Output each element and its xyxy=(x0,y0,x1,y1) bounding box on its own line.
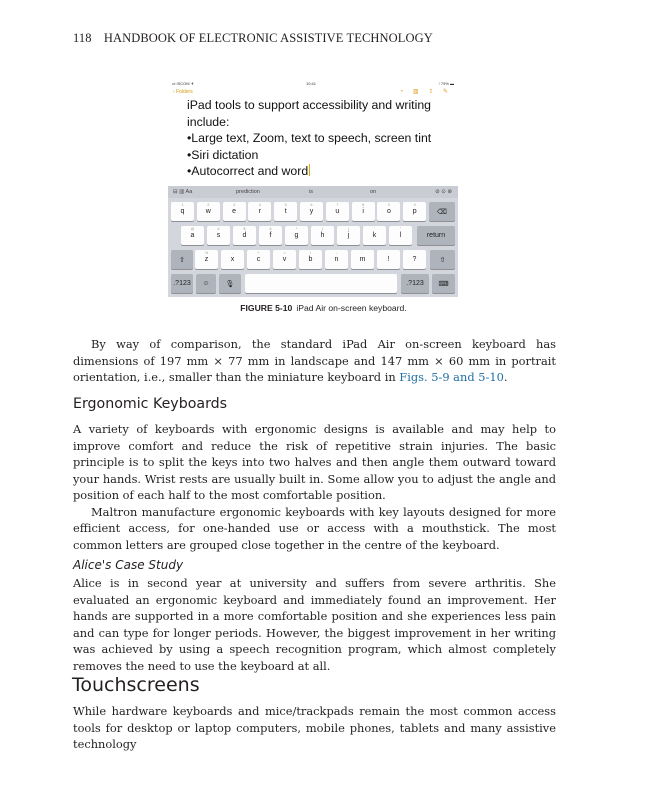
key-label: ⇧ xyxy=(439,256,446,264)
key-![interactable] xyxy=(377,250,400,269)
key-s[interactable] xyxy=(207,226,230,245)
key-f[interactable] xyxy=(259,226,282,245)
key-hint: = xyxy=(283,251,286,255)
key-label: e xyxy=(232,208,237,215)
key-b[interactable] xyxy=(299,250,322,269)
key-row-3 xyxy=(168,250,458,271)
hide-keyboard-key[interactable] xyxy=(432,274,455,293)
key-n[interactable] xyxy=(325,250,348,269)
key-hint: @ xyxy=(190,227,195,231)
prediction-option-3[interactable]: on xyxy=(370,189,377,195)
key-hint: : xyxy=(362,251,363,255)
key-hint: ; xyxy=(336,251,337,255)
key-label: ? xyxy=(412,256,417,263)
heading-ergonomic-keyboards: Ergonomic Keyboards xyxy=(73,396,228,412)
key-label: f xyxy=(269,232,272,239)
key-hint: $ xyxy=(243,227,246,231)
key-hint: 6 xyxy=(310,203,313,207)
onscreen-keyboard xyxy=(168,186,458,297)
key-hint: / xyxy=(310,251,311,255)
key-a[interactable] xyxy=(181,226,204,245)
key-k[interactable] xyxy=(363,226,386,245)
note-item-3: •Autocorrect and word xyxy=(187,164,309,179)
key-label: v xyxy=(282,256,287,263)
key-label: c xyxy=(256,256,261,263)
space-bar[interactable] xyxy=(245,274,397,293)
figure-ipad-screenshot xyxy=(168,79,458,297)
key-hint: 7 xyxy=(336,203,339,207)
key-label: ! xyxy=(387,256,390,263)
key-hint: 3 xyxy=(233,203,236,207)
numbers-key-right[interactable] xyxy=(401,274,429,293)
key-row-1 xyxy=(168,202,458,223)
key-label: z xyxy=(204,256,209,263)
key-e[interactable] xyxy=(223,202,246,221)
key-c[interactable] xyxy=(247,250,270,269)
key-label: j xyxy=(347,232,350,239)
key-hint: , xyxy=(388,251,389,255)
key-hint: - xyxy=(231,251,234,255)
delete-key[interactable] xyxy=(429,202,455,221)
format-icons[interactable]: ⊟ ▥ Aa xyxy=(173,189,193,195)
running-title: HANDBOOK OF ELECTRONIC ASSISTIVE TECHNOLOGY xyxy=(103,31,433,45)
status-carrier: •ıl ISCOM ✈ xyxy=(172,81,195,86)
key-label: ⌫ xyxy=(437,208,447,216)
key-label: return xyxy=(426,232,446,239)
key-x[interactable] xyxy=(221,250,244,269)
key-label: m xyxy=(359,256,366,263)
dictation-key[interactable] xyxy=(219,274,241,293)
key-label: .?123 xyxy=(173,280,191,287)
numbers-key-left[interactable] xyxy=(171,274,193,293)
key-hint: 5 xyxy=(284,203,287,207)
key-label: u xyxy=(335,208,340,215)
prediction-bar xyxy=(168,186,458,198)
key-label: r xyxy=(258,208,262,215)
text-cursor xyxy=(309,164,310,176)
key-label: a xyxy=(190,232,195,239)
key-hint: ) xyxy=(347,227,350,231)
key-label: d xyxy=(242,232,247,239)
shift-key-left[interactable] xyxy=(171,250,193,269)
back-folders-button[interactable]: ‹ Folders xyxy=(173,89,193,95)
key-hint: 2 xyxy=(207,203,210,207)
page-number: 118 xyxy=(73,31,92,45)
key-l[interactable] xyxy=(389,226,412,245)
heading-touchscreens: Touchscreens xyxy=(72,674,200,696)
key-label: 🎙 xyxy=(225,280,235,288)
prediction-option-2[interactable]: is xyxy=(309,189,313,195)
key-label: o xyxy=(386,208,391,215)
note-body[interactable] xyxy=(187,97,449,180)
running-header xyxy=(73,31,433,46)
key-r[interactable] xyxy=(248,202,271,221)
figure-caption-text: iPad Air on-screen keyboard. xyxy=(296,303,407,313)
key-hint: # xyxy=(217,227,220,231)
status-battery: ⁝ 79% ▬ xyxy=(438,81,454,86)
key-i[interactable] xyxy=(352,202,375,221)
toolbar-right-icons[interactable]: ⊘ ⊙ ⊗ xyxy=(435,189,452,195)
shift-key-right[interactable] xyxy=(430,250,455,269)
figure-caption xyxy=(0,303,647,313)
key-hint: * xyxy=(295,227,298,231)
note-item-1: •Large text, Zoom, text to speech, screen tint xyxy=(187,131,432,146)
key-q[interactable] xyxy=(171,202,194,221)
notes-tool-icons[interactable]: ◔ ▥ ⇪ ✎ xyxy=(399,89,452,95)
key-label: ☺ xyxy=(202,280,210,287)
key-label: h xyxy=(320,232,325,239)
key-p[interactable] xyxy=(403,202,426,221)
key-label: s xyxy=(216,232,221,239)
key-hint: & xyxy=(269,227,272,231)
note-title: iPad tools to support accessibility and writing include: xyxy=(187,98,432,129)
key-label: w xyxy=(205,208,211,215)
key-label: ⇧ xyxy=(179,256,185,264)
key-label: k xyxy=(372,232,377,239)
key-label: n xyxy=(334,256,339,263)
key-m[interactable] xyxy=(351,250,374,269)
key-d[interactable] xyxy=(233,226,256,245)
key-label: p xyxy=(412,208,417,215)
key-label: x xyxy=(230,256,235,263)
status-time: 10:41 xyxy=(306,81,317,86)
key-hint: " xyxy=(399,227,402,231)
key-hint: . xyxy=(414,251,415,255)
key-u[interactable] xyxy=(326,202,349,221)
key-w[interactable] xyxy=(197,202,220,221)
key-g[interactable] xyxy=(285,226,308,245)
prediction-option-1[interactable]: prediction xyxy=(236,189,260,195)
note-item-2: •Siri dictation xyxy=(187,147,259,162)
key-label: .?123 xyxy=(406,280,424,287)
key-v[interactable] xyxy=(273,250,296,269)
key-hint: + xyxy=(257,251,260,255)
key-label: i xyxy=(362,208,364,215)
ipad-status-bar xyxy=(168,79,458,88)
key-hint: 0 xyxy=(413,203,416,207)
return-key[interactable] xyxy=(417,226,455,245)
key-z[interactable] xyxy=(195,250,218,269)
key-label: l xyxy=(399,232,402,239)
key-row-4 xyxy=(168,274,458,295)
key-hint: 9 xyxy=(387,203,390,207)
paragraph-comparison: By way of comparison, the standard iPad Air on-screen keyboard has dimensions of 197 mm × 77 mm in landscape and 147 mm × 60 mm in portrait orientation, i.e., smaller than the miniature keyboard in Figs. 5-9 and 5-10. xyxy=(73,337,556,384)
key-t[interactable] xyxy=(274,202,297,221)
key-h[interactable] xyxy=(311,226,334,245)
key-hint: 1 xyxy=(181,203,184,207)
key-label: q xyxy=(180,208,185,215)
key-j[interactable] xyxy=(337,226,360,245)
key-row-2 xyxy=(168,226,458,247)
key-label: b xyxy=(308,256,313,263)
key-?[interactable] xyxy=(403,250,426,269)
key-label: g xyxy=(294,232,299,239)
paragraph-maltron: Maltron manufacture ergonomic keyboards with key layouts designed for more efficient access, for one-handed use or access with a mouthstick. The most common letters are grouped close together in the centre of the keyboard. xyxy=(73,504,556,552)
key-label: y xyxy=(309,208,314,215)
key-hint: 4 xyxy=(258,203,261,207)
key-o[interactable] xyxy=(377,202,400,221)
figure-reference-link[interactable]: Figs. 5-9 and 5-10 xyxy=(399,370,504,384)
key-label: t xyxy=(284,208,287,215)
key-hint: ( xyxy=(321,227,324,231)
paragraph-touchscreens: While hardware keyboards and mice/trackpads remain the most common access tools for desktop or laptop computers, mobile phones, tablets and many assistive technology xyxy=(73,704,556,751)
emoji-key[interactable] xyxy=(196,274,216,293)
key-label: ⌨ xyxy=(438,280,449,288)
key-hint: 8 xyxy=(362,203,365,207)
paragraph-ergonomic: A variety of keyboards with ergonomic designs is available and may help to improve comfort and reduce the risk of repetitive strain injuries. The basic principle is to split the keys into two halves and then angle them outward toward your hands. Wrist rests are usually built in. Some allow you to adjust the angle and position of each half to the most comfortable position. Maltron manufacture ergonomic keyboards with key layouts designed for more efficient access, for one-handed use or access with a mouthstick. The most common letters are grouped close together in the centre of the keyboard. xyxy=(73,422,556,552)
paragraph-case-study: Alice is in second year at university and suffers from severe arthritis. She evaluated an ergonomic keyboard and immediately found an improvement. Her hands are supported in a more comfortable position and she experiences less pain and can type for longer periods. However, the biggest improvement in her writing was achieved by using a speech recognition program, which almost completely removes the need to use the keyboard at all. xyxy=(73,576,556,673)
figure-label: FIGURE 5-10 xyxy=(240,303,293,313)
key-hint: % xyxy=(204,251,209,255)
key-y[interactable] xyxy=(300,202,323,221)
key-hint: ' xyxy=(374,227,375,231)
heading-case-study: Alice's Case Study xyxy=(73,558,184,572)
